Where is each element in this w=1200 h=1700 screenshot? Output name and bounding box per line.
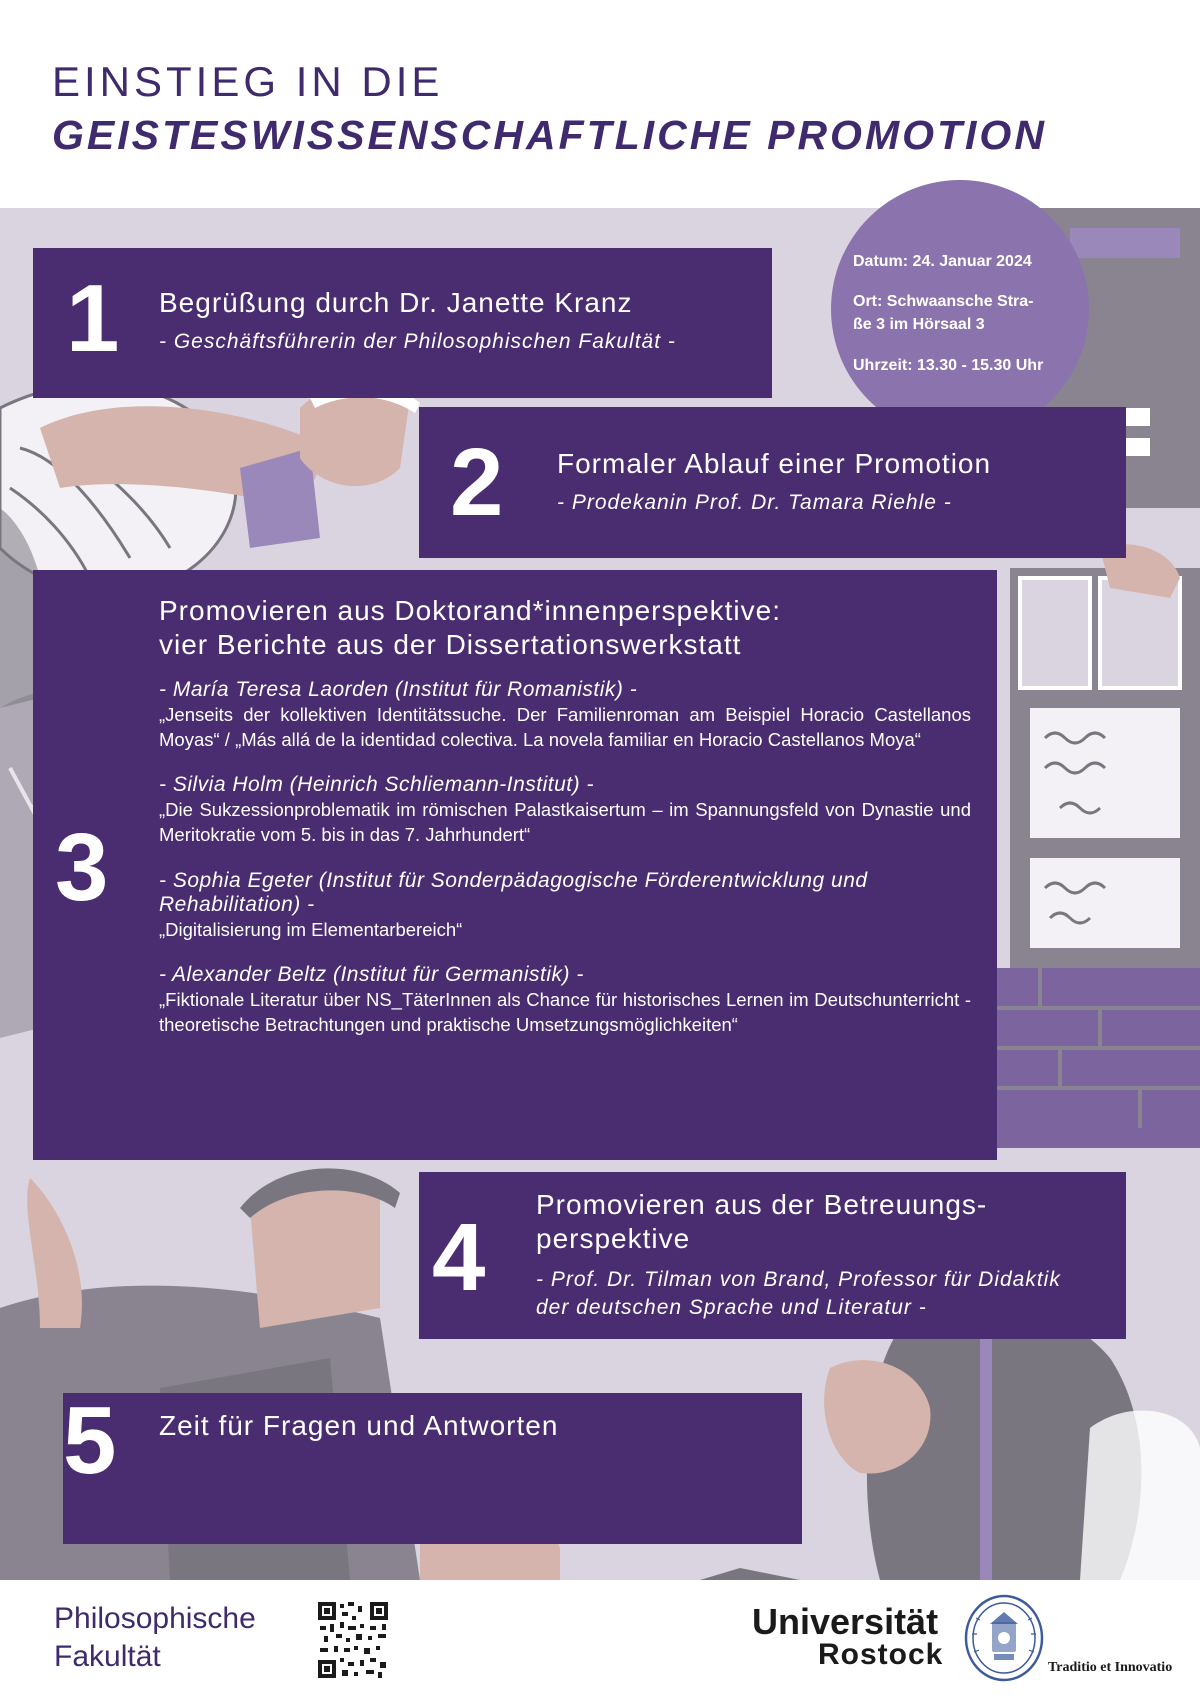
talk-title: „Die Sukzessionproblematik im römischen Palastkaisertum – im Spannungsfeld von Dynastie und Meritokratie vom 5. bis in das 7. Jahrhundert“ <box>159 799 971 846</box>
talk-item <box>159 773 971 847</box>
talk-item <box>159 963 971 1037</box>
agenda-speaker: - Prodekanin Prof. Dr. Tamara Riehle - <box>557 491 952 514</box>
agenda-number: 4 <box>432 1204 486 1311</box>
talk-speaker: - Sophia Egeter (Institut für Sonderpädagogische Förderentwicklung und Rehabilitation) - <box>159 868 868 916</box>
agenda-number: 2 <box>450 429 504 536</box>
talk-title: „Jenseits der kollektiven Identitätssuche. Der Familienroman am Beispiel Horacio Castellanos Moyas“ / „Más allá de la identidad colectiva. La novela familiar en Horacio Castellanos Moya“ <box>159 704 971 751</box>
university-motto: Traditio et Innovatio <box>1048 1660 1173 1675</box>
talk-title: „Fiktionale Literatur über NS_TäterInnen als Chance für historisches Lernen im Deutschunterricht - theoretische Betrachtungen und praktische Umsetzungsmöglichkeiten“ <box>159 988 971 1035</box>
agenda-item-4 <box>419 1172 1126 1339</box>
agenda-speaker-line2: der deutschen Sprache und Literatur - <box>536 1296 927 1319</box>
agenda-item-3 <box>33 570 997 1160</box>
agenda-item-5 <box>63 1387 802 1544</box>
poster-title-line2: GEISTESWISSENSCHAFTLICHE PROMOTION <box>52 112 1047 158</box>
event-location-line1: Ort: Schwaansche Stra- <box>853 293 1034 310</box>
event-location-line2: ße 3 im Hörsaal 3 <box>853 316 985 333</box>
agenda-title-line2: vier Berichte aus der Dissertationswerkstatt <box>159 629 742 660</box>
university-city: Rostock <box>818 1638 944 1671</box>
agenda-title: Zeit für Fragen und Antworten <box>159 1410 559 1441</box>
university-seal-icon <box>964 1594 1044 1682</box>
agenda-item-2 <box>419 407 1126 558</box>
poster-title-line1: EINSTIEG IN DIE <box>52 58 444 105</box>
agenda-title-line2: perspektive <box>536 1223 691 1254</box>
agenda-title-line1: Promovieren aus der Betreuungs- <box>536 1189 988 1220</box>
faculty-name-line2: Fakultät <box>54 1640 161 1674</box>
agenda-title: Begrüßung durch Dr. Janette Kranz <box>159 287 633 318</box>
agenda-number: 1 <box>66 265 120 372</box>
talk-speaker: - Silvia Holm (Heinrich Schliemann-Institut) - <box>159 773 594 797</box>
event-info-circle <box>831 180 1089 438</box>
talk-title: „Digitalisierung im Elementarbereich“ <box>159 918 463 940</box>
agenda-title-line1: Promovieren aus Doktorand*innenperspektive: <box>159 595 781 626</box>
agenda-item-1 <box>33 248 772 398</box>
talk-speaker: - Alexander Beltz (Institut für Germanistik) - <box>159 962 584 986</box>
event-time: Uhrzeit: 13.30 - 15.30 Uhr <box>853 357 1044 374</box>
university-name: Universität <box>752 1601 939 1642</box>
agenda-number: 5 <box>63 1387 117 1494</box>
agenda-speaker-line1: - Prof. Dr. Tilman von Brand, Professor für Didaktik <box>536 1268 1061 1291</box>
agenda-title: Formaler Ablauf einer Promotion <box>557 448 992 479</box>
talk-item <box>159 678 971 752</box>
agenda-speaker: - Geschäftsführerin der Philosophischen Fakultät - <box>159 330 676 353</box>
agenda-number: 3 <box>55 814 109 921</box>
talk-item <box>159 869 971 942</box>
event-date: Datum: 24. Januar 2024 <box>853 253 1032 270</box>
talk-speaker: - María Teresa Laorden (Institut für Romanistik) - <box>159 678 638 701</box>
talk-list <box>159 678 971 1058</box>
faculty-name-line1: Philosophische <box>54 1602 256 1635</box>
faculty-name <box>54 1600 256 1676</box>
qr-code-icon[interactable] <box>316 1600 390 1680</box>
